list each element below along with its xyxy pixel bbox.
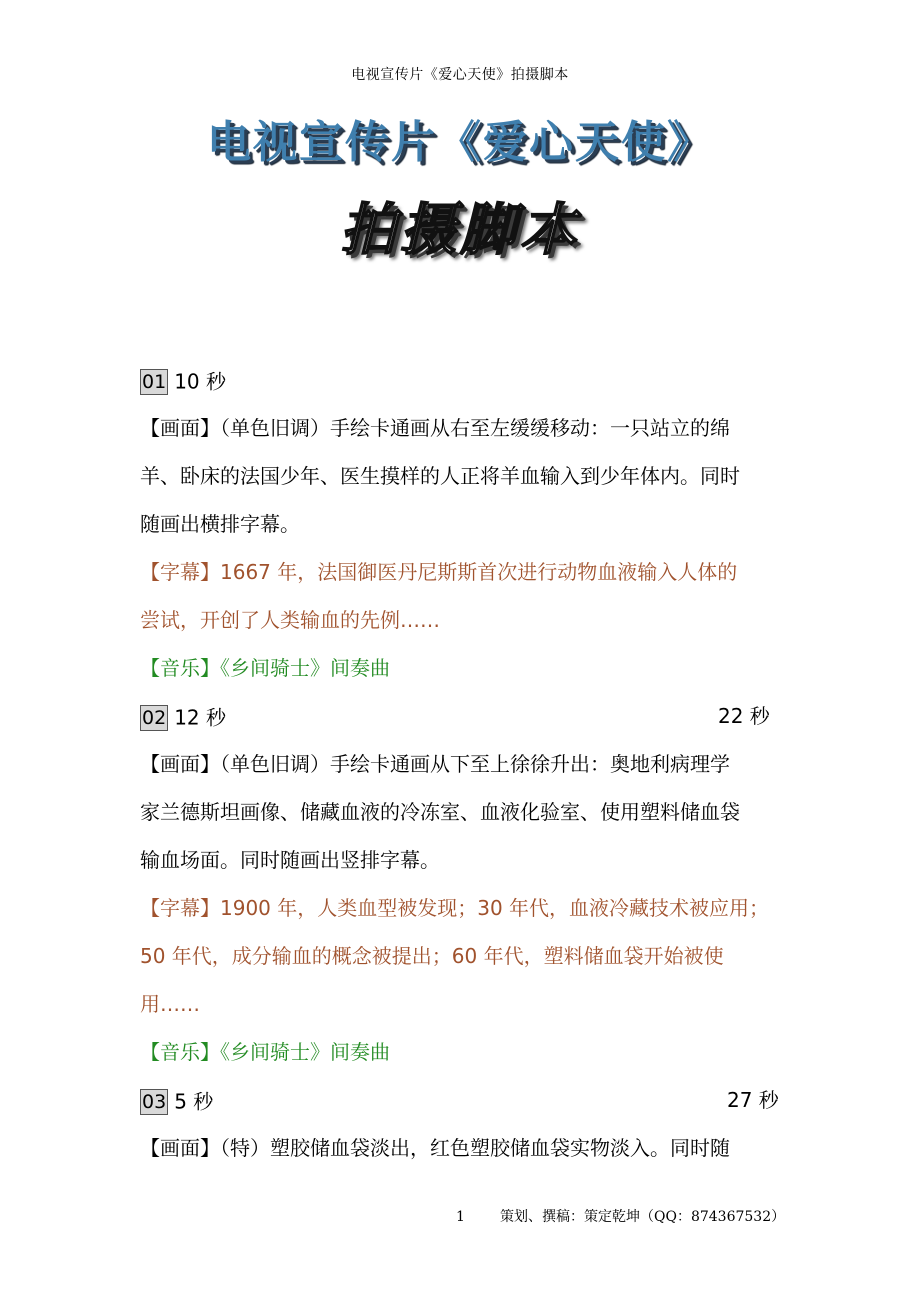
scene-duration: 5 秒: [174, 1089, 214, 1114]
scene-duration: 10 秒: [174, 369, 226, 394]
document-subtitle: 拍摄脚本: [340, 198, 580, 263]
picture-line: 【画面】（特）塑胶储血袋淡出，红色塑胶储血袋实物淡入。同时随: [140, 1136, 730, 1160]
scene-header: [140, 1076, 782, 1124]
caption-line: 【字幕】1900 年，人类血型被发现；30 年代，血液冷藏技术被应用；: [140, 896, 770, 920]
picture-line: 随画出横排字幕。: [140, 512, 300, 536]
scene-number: 02: [142, 706, 167, 729]
caption-line: 50 年代，成分输血的概念被提出；60 年代，塑料储血袋开始被使: [140, 944, 724, 968]
caption-line: 尝试，开创了人类输血的先例……: [140, 608, 440, 632]
scene-number: 03: [142, 1090, 167, 1113]
document-title: 电视宣传片《爱心天使》: [207, 117, 713, 168]
cumulative-time: 22 秒: [718, 704, 770, 728]
picture-line: 输血场面。同时随画出竖排字幕。: [140, 848, 440, 872]
picture-line: 家兰德斯坦画像、储藏血液的冷冻室、血液化验室、使用塑料储血袋: [140, 800, 740, 824]
caption-line: 【字幕】1667 年，法国御医丹尼斯斯首次进行动物血液输入人体的: [140, 560, 738, 584]
music-line: 【音乐】《乡间骑士》间奏曲: [140, 1040, 390, 1064]
scene-duration: 12 秒: [174, 705, 226, 730]
page-footer: [456, 1206, 785, 1226]
footer-credit: 策划、撰稿：策定乾坤（QQ：874367532）: [500, 1209, 786, 1225]
picture-line: 羊、卧床的法国少年、医生摸样的人正将羊血输入到少年体内。同时: [140, 464, 740, 488]
script-body: [140, 356, 782, 1172]
page-number: 1: [456, 1209, 465, 1225]
picture-line: 【画面】（单色旧调）手绘卡通画从右至左缓缓移动：一只站立的绵: [140, 416, 730, 440]
cumulative-time: 27 秒: [727, 1088, 779, 1112]
picture-line: 【画面】（单色旧调）手绘卡通画从下至上徐徐升出：奥地利病理学: [140, 752, 730, 776]
running-header: 电视宣传片《爱心天使》拍摄脚本: [351, 67, 569, 83]
scene-header: [140, 692, 782, 740]
scene-header: [140, 356, 782, 404]
caption-line: 用……: [140, 992, 200, 1016]
scene-number: 01: [142, 370, 167, 393]
music-line: 【音乐】《乡间骑士》间奏曲: [140, 656, 390, 680]
